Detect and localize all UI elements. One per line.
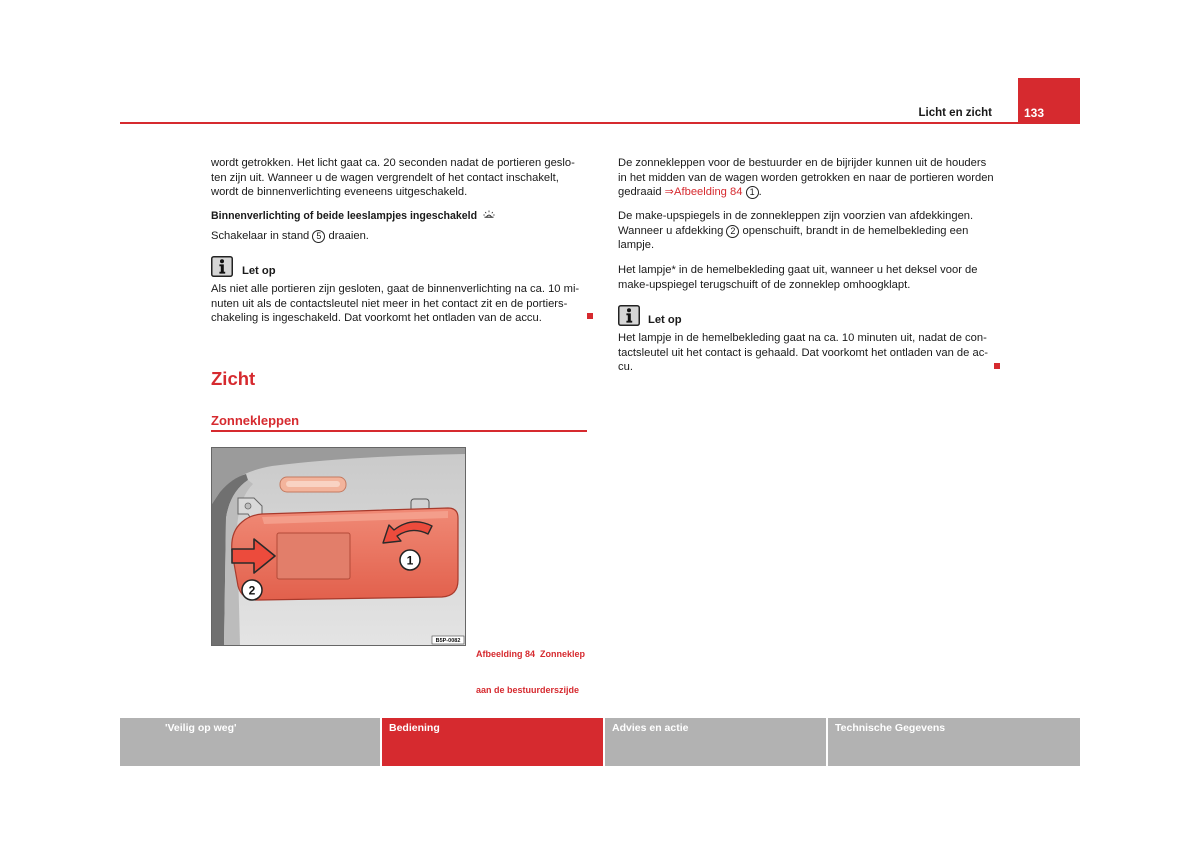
text-segment: . [758,186,762,198]
subsection-rule [211,430,587,432]
footer-tab-label: Technische Gegevens [835,722,946,734]
intro-paragraph [211,156,575,200]
info-icon [618,305,640,326]
body-text-line: cu. [618,361,633,373]
sun-visor-illustration [212,448,465,645]
mirror-cover [277,533,350,579]
body-text-line: lampje. [618,239,655,251]
ceiling-lamp-lens [286,481,340,487]
switch-position-number: 5 [312,230,325,243]
figure-sun-visor [211,447,466,646]
footer-tab-veilig-op-weg [120,718,380,766]
body-text-line: chakeling is ingeschakeld. Dat voorkomt het ontladen van de accu. [211,312,542,324]
body-text-line: Het lampje* in de hemelbekleding gaat uit, wanneer u het deksel voor de [618,264,978,276]
body-text-line: De zonnekleppen voor de bestuurder en de bijrijder kunnen uit de houders [618,157,987,169]
footer-tab-bediening [382,718,603,766]
text-segment: openschuift, brandt in de hemelbekleding een [742,224,969,237]
interior-light-heading [211,209,495,224]
figure-caption-line: aan de bestuurderszijde [476,685,580,695]
callout-number: 1 [746,186,759,199]
page-number-box [1018,78,1080,123]
switch-instruction [211,229,369,244]
body-text-line: nuten uit als de contactsleutel niet meer in het contact zit en de portiers- [211,297,568,310]
body-text-line [618,224,973,239]
figure-caption [476,624,585,708]
text-segment: draaien. [328,230,369,242]
interior-light-heading-text: Binnenverlichting of beide leeslampjes ingeschakeld [211,210,478,222]
text-segment: Schakelaar in stand [211,230,310,242]
footer-tab-label: 'Veilig op weg' [165,722,237,734]
body-text-line: in het midden van de wagen worden getrokken en naar de portieren worden [618,171,994,184]
callout-2-label: 2 [248,583,256,598]
info-icon [211,256,233,277]
figure-code: B5P-0082 [435,638,461,645]
subsection-heading: Zonnekleppen [211,413,300,428]
body-text-line: De make-upspiegels in de zonnekleppen zijn voorzien van afdekkingen. [618,210,974,222]
visor-clip-hole [245,503,251,509]
interior-light-icon [483,210,495,218]
note-body [618,331,988,375]
body-text-line [618,185,994,200]
end-of-section-mark [994,363,1000,369]
body-text-line: make-upspiegel terugschuift of de zonneklep omhoogklapt. [618,278,911,291]
text-segment: Wanneer u afdekking [618,224,724,237]
visor-paragraph [618,156,994,200]
footer-tab-advies-en-actie [605,718,826,766]
note-body [211,282,579,326]
body-text-line: wordt de binnenverlichting eveneens uitgeschakeld. [211,186,468,198]
header-rule [120,122,1080,124]
note-title: Let op [648,314,682,326]
running-header-title: Licht en zicht [918,107,992,119]
note-title: Let op [242,265,276,277]
callout-1-label: 1 [406,553,414,568]
figure-reference: ⇒Afbeelding 84 [664,186,743,198]
body-text-line: tactsleutel uit het contact is gehaald. Dat voorkomt het ontladen van de ac- [618,346,989,359]
text-segment: gedraaid [618,186,662,198]
footer-tab-label: Advies en actie [612,722,689,734]
end-of-section-mark [587,313,593,319]
body-text-line: ten zijn uit. Wanneer u de wagen vergrendelt of het contact inschakelt, [211,171,559,184]
body-text-line: Als niet alle portieren zijn gesloten, gaat de binnenverlichting na ca. 10 mi- [211,283,580,295]
mirror-paragraph [618,209,973,253]
callout-number: 2 [726,225,739,238]
lamp-paragraph [618,263,977,292]
page-number: 133 [1024,106,1045,120]
body-text-line: Het lampje in de hemelbekleding gaat na ca. 10 minuten uit, nadat de con- [618,332,987,344]
figure-caption-line: Afbeelding 84 Zonneklep [476,649,586,659]
body-text-line: wordt getrokken. Het licht gaat ca. 20 seconden nadat de portieren geslo- [211,157,575,169]
footer-tab-label: Bediening [389,722,440,734]
section-heading: Zicht [211,368,256,389]
footer-tab-technische-gegevens [828,718,1080,766]
